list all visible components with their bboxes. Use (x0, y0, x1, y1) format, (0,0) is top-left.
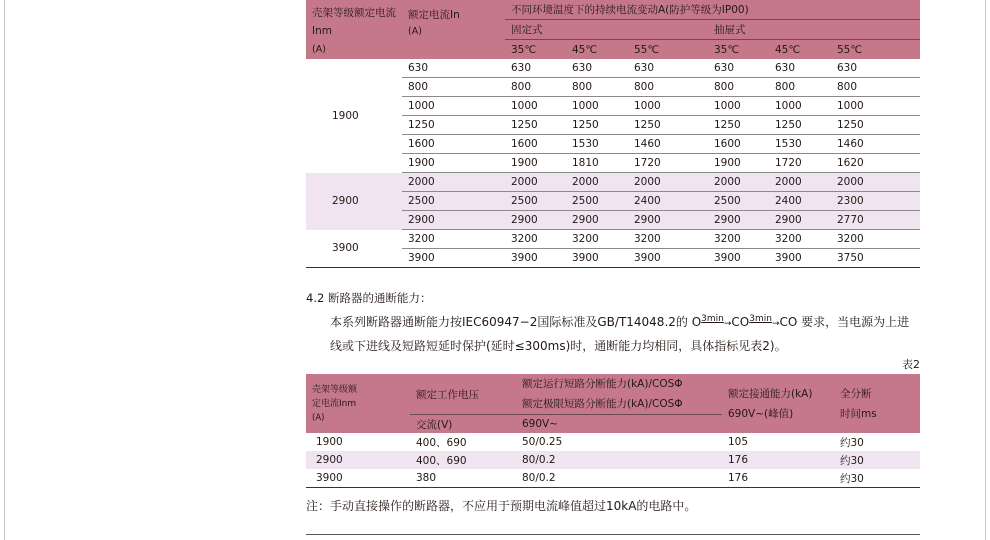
temperature-group-header: 不同环境温度下的持续电流变动A(防护等级为IP00) (505, 0, 920, 19)
table-cell: 1900 (316, 436, 343, 448)
table-cell: 2000 (505, 173, 566, 192)
table-cell: 2500 (566, 192, 628, 211)
table-cell: 630 (831, 59, 920, 78)
table-cell: 800 (769, 78, 831, 97)
table-cell: 380 (410, 469, 516, 488)
frame-current-header: 壳架等级额定电流Inm (A) (306, 0, 402, 59)
table-cell: 2500 (505, 192, 566, 211)
table-row (306, 451, 920, 469)
rated-current-header: 额定电流In (A) (402, 0, 505, 59)
footnote: 注：手动直接操作的断路器，不应用于预期电流峰值超过10kA的电路中。 (306, 499, 697, 513)
table-row (306, 230, 920, 249)
table-cell: 3900 (306, 469, 410, 488)
table-cell: 约30 (840, 436, 864, 449)
table-cell: 800 (628, 78, 708, 97)
table-cell: 约30 (834, 469, 920, 488)
voltage-header: 额定工作电压 (410, 374, 516, 415)
table-cell: 1250 (402, 116, 505, 135)
table-cell: 80/0.2 (516, 469, 722, 488)
table-cell: 800 (402, 78, 505, 97)
table-cell: 1250 (566, 116, 628, 135)
table-cell: 2900 (505, 211, 566, 230)
table-cell: 2770 (831, 211, 920, 230)
table-cell: 400、690 (416, 436, 467, 449)
table-cell: 1250 (708, 116, 769, 135)
table-cell: 2900 (306, 451, 410, 469)
table-cell: 800 (831, 78, 920, 97)
temp-header: 55℃ (831, 40, 920, 60)
table-cell: 1250 (505, 116, 566, 135)
temp-header: 35℃ (708, 40, 769, 60)
table-cell: 630 (402, 59, 505, 78)
table-cell: 3900 (505, 249, 566, 268)
table-cell: 3200 (831, 230, 920, 249)
frame-current-header-2: 壳架等级额 定电流Inm (A) (306, 374, 410, 433)
table-cell: 2000 (402, 173, 505, 192)
table2-label: 表2 (902, 358, 920, 371)
table-cell: 1000 (402, 97, 505, 116)
table-cell: 1460 (831, 135, 920, 154)
table-cell: 1900 (708, 154, 769, 173)
table-cell: 1000 (831, 97, 920, 116)
table-cell: 1000 (708, 97, 769, 116)
table-cell: 3200 (628, 230, 708, 249)
table-cell: 2400 (769, 192, 831, 211)
table-cell: 1250 (628, 116, 708, 135)
table-cell: 1720 (628, 154, 708, 173)
table-cell: 2000 (628, 173, 708, 192)
drawout-header: 抽屉式 (708, 19, 920, 39)
table-row (306, 59, 920, 78)
table-cell: 2900 (628, 211, 708, 230)
table-cell: 1600 (708, 135, 769, 154)
right-margin-line (985, 0, 986, 540)
table-cell: 1620 (831, 154, 920, 173)
table-cell: 50/0.25 (522, 436, 563, 448)
frame-current-cell: 2900 (306, 173, 402, 230)
breaking-capacity-header: 额定运行短路分断能力(kA)/COSΦ 额定极限短路分断能力(kA)/COSΦ (516, 374, 722, 415)
break-time-header: 全分断 时间ms (834, 374, 920, 433)
temp-header: 35℃ (505, 40, 566, 60)
table-cell: 3900 (769, 249, 831, 268)
table-cell: 1810 (566, 154, 628, 173)
table-cell: 176 (722, 451, 834, 469)
table-cell: 2400 (628, 192, 708, 211)
table-cell: 1000 (769, 97, 831, 116)
table-cell: 1000 (566, 97, 628, 116)
table-cell: 1000 (628, 97, 708, 116)
table-cell: 1900 (505, 154, 566, 173)
left-margin-line (4, 0, 5, 540)
table-cell: 80/0.2 (516, 451, 722, 469)
frame-current-cell: 1900 (332, 109, 359, 122)
paragraph-line-2: 线或下进线及短路短延时保护(延时≤300ms)时，通断能力均相同，具体指标见表2)。 (330, 339, 787, 353)
table-row (306, 469, 920, 488)
table-cell: 3200 (708, 230, 769, 249)
temp-header: 45℃ (566, 40, 628, 60)
table-cell: 3200 (566, 230, 628, 249)
page-bottom-rule (306, 534, 920, 535)
table-cell: 800 (566, 78, 628, 97)
table-cell: 1250 (831, 116, 920, 135)
frame-current-cell: 3900 (306, 230, 402, 268)
table-cell: 1000 (505, 97, 566, 116)
temp-header: 55℃ (628, 40, 708, 60)
table-cell: 2300 (831, 192, 920, 211)
table-cell: 3900 (708, 249, 769, 268)
paragraph-line-1: 本系列断路器通断能力按IEC60947−2国际标准及GB/T14048.2的 $O^{3min}\to CO^{3min}\to CO$ 要求，当电源为上进 (330, 314, 910, 329)
table-row (306, 433, 920, 451)
table-cell: 2000 (769, 173, 831, 192)
table-cell: 1600 (505, 135, 566, 154)
table-cell: 3900 (402, 249, 505, 268)
table-cell: 176 (722, 469, 834, 488)
table-cell: 105 (728, 436, 749, 448)
table-cell: 1720 (769, 154, 831, 173)
table-cell: 400、690 (410, 451, 516, 469)
section-title: 4.2 断路器的通断能力： (306, 291, 432, 305)
table-cell: 1530 (566, 135, 628, 154)
table-cell: 2000 (708, 173, 769, 192)
making-capacity-header: 额定接通能力(kA) 690V~(峰值) (722, 374, 834, 433)
breaking-capacity-table (306, 374, 920, 488)
table-cell: 3900 (628, 249, 708, 268)
table-cell: 2900 (566, 211, 628, 230)
table-cell: 630 (708, 59, 769, 78)
table-cell: 2900 (402, 211, 505, 230)
table-cell: 3200 (505, 230, 566, 249)
current-derating-table (306, 0, 920, 268)
table-cell: 2000 (566, 173, 628, 192)
table-cell: 2900 (708, 211, 769, 230)
table-cell: 2500 (708, 192, 769, 211)
table-cell: 800 (505, 78, 566, 97)
table-cell: 1460 (628, 135, 708, 154)
table-cell: 3200 (402, 230, 505, 249)
table-cell: 630 (628, 59, 708, 78)
table-cell: 3200 (769, 230, 831, 249)
table-cell: 630 (566, 59, 628, 78)
fixed-header: 固定式 (505, 19, 708, 39)
table-row (306, 173, 920, 192)
table-cell: 2000 (831, 173, 920, 192)
table-cell: 3750 (831, 249, 920, 268)
table-cell: 3900 (566, 249, 628, 268)
table-cell: 1250 (769, 116, 831, 135)
table-cell: 1900 (402, 154, 505, 173)
table-cell: 2900 (769, 211, 831, 230)
table-cell: 1530 (769, 135, 831, 154)
table-cell: 800 (708, 78, 769, 97)
table-cell: 630 (505, 59, 566, 78)
capacity-subheader: 690V~ (516, 415, 722, 434)
table-cell: 2500 (402, 192, 505, 211)
temp-header: 45℃ (769, 40, 831, 60)
table-cell: 1600 (402, 135, 505, 154)
table-cell: 630 (769, 59, 831, 78)
voltage-subheader: 交流(V) (410, 415, 516, 434)
table-cell: 约30 (834, 451, 920, 469)
